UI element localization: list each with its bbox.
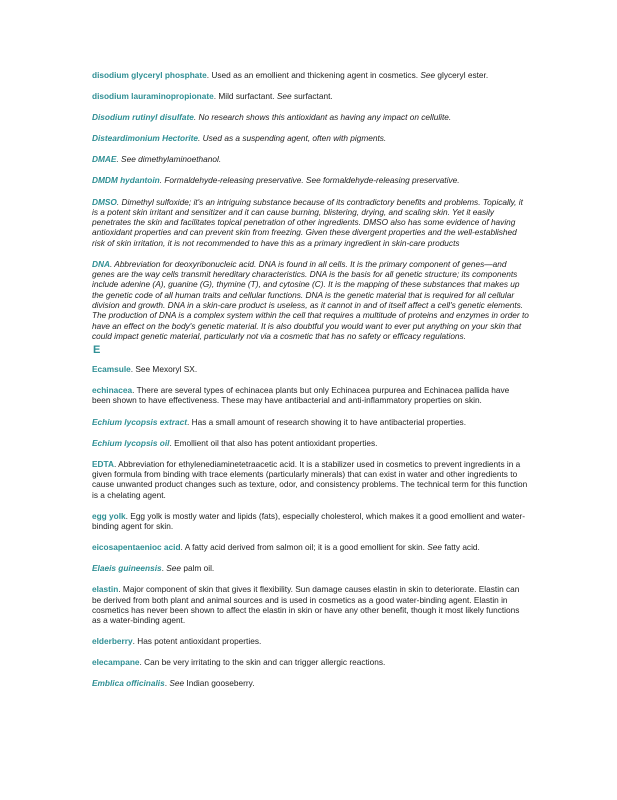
entry-dmso [92, 197, 530, 248]
entry-term: DMDM hydantoin [92, 175, 160, 186]
entry-text: . Major component of skin that gives it flexibility. Sun damage causes elastin in skin to deteriorate. Elastin can be derived from both plant and animal sources and is used in cosmetics as a good water-binding agent. Elastin in cosmetics has never been shown to affect the elastin in skin or have any other benefit, though it most likely functions as a water-binding agent. [92, 584, 520, 626]
entry-text: . See Mexoryl SX. [130, 364, 198, 375]
entry-disodium-rutinyl-disulfate [92, 112, 530, 122]
entry-echinacea [92, 385, 530, 406]
glossary-entries [92, 70, 530, 700]
section-letter: E [93, 344, 101, 357]
entry-dna [92, 259, 530, 341]
entry-term: egg yolk [92, 510, 126, 521]
entry-text: . Has a small amount of research showing it to have antibacterial properties. [187, 416, 467, 427]
entry-text: . Can be very irritating to the skin and can trigger allergic reactions. [139, 657, 386, 668]
entry-text: . Abbreviation for deoxyribonucleic acid. DNA is found in all cells. It is the primary component of genes—and genes are the way cells transmit hereditary characteristics. DNA is the basis for all genetic structure; its components include adenine (A), guanine (G), thymine (T), and cytosine (C). It is the mapping of these substances that makes up the genetic code of all human traits and cellular functions. DNA is the genetic material that is required for all cellular division and growth. DNA in a skin-care product is useless, as it cannot in and of itself affect a cell's genetic elements. The production of DNA is a complex system within the cell that requires a multitude of proteins and enzymes in order to have an effect on the body's genetic material. It is also doubtful you would want to ever put anything on your skin that could impact genetic material, particularly not via a cosmetic that has no safety or efficacy regulations. [92, 258, 529, 341]
entry-dmdm-hydantoin [92, 175, 530, 185]
entry-term: Elaeis guineensis [92, 563, 162, 574]
entry-term: EDTA [92, 458, 114, 469]
entry-term: Ecamsule [92, 364, 131, 375]
see-label: See [420, 70, 436, 80]
see-label: See [276, 91, 292, 102]
entry-term: elecampane [92, 657, 140, 668]
entry-emblica-officinalis [92, 678, 530, 688]
entry-term: elderberry [92, 636, 133, 647]
entry-term: DMAE [92, 154, 117, 165]
entry-disodium-glyceryl-phosphate [92, 70, 530, 80]
entry-elastin [92, 584, 530, 625]
entry-elecampane [92, 657, 530, 667]
entry-term: eicosapentaenioc acid [92, 542, 181, 553]
entry-ref: surfactant. [291, 91, 333, 102]
entry-disodium-lauraminopropionate [92, 91, 530, 101]
entry-edta [92, 459, 530, 500]
entry-term: Disodium rutinyl disulfate [92, 112, 194, 123]
entry-text: . Has potent antioxidant properties. [132, 636, 262, 647]
entry-echium-lycopsis-oil [92, 438, 530, 448]
entry-term: Echium lycopsis extract [92, 416, 187, 427]
entry-ref: palm oil. [181, 563, 215, 574]
entry-term: elastin [92, 584, 119, 595]
entry-text: . No research shows this antioxidant as having any impact on cellulite. [193, 112, 452, 123]
entry-echium-lycopsis-extract [92, 417, 530, 427]
entry-text: . Dimethyl sulfoxide; it's an intriguing substance because of its contradictory benefits and problems. Topically, it is a potent skin irritant and sensitizer and it can cause burning, blistering, drying, and scaling skin. Yet it easily penetrates the skin and facilitates topical penetration of other ingredients. DMSO also has some evidence of having antioxidant properties and can prevent skin from freezing. Given these divergent properties and the well-established risk of skin irritation, it is not recommended to have this as a primary ingredient in skin-care products [92, 196, 523, 248]
entry-text: . [164, 678, 170, 689]
entry-elaeis-guineensis [92, 563, 530, 573]
entry-text: . Used as a suspending agent, often with pigments. [198, 133, 387, 144]
entry-term: disodium glyceryl phosphate [92, 70, 207, 80]
entry-text: . Formaldehyde-releasing preservative. See formaldehyde-releasing preservative. [159, 175, 460, 186]
see-label: See [427, 542, 443, 553]
entry-disteardimonium-hectorite [92, 133, 530, 143]
entry-text: . Egg yolk is mostly water and lipids (fats), especially cholesterol, which makes it a good emollient and water-binding agent for skin. [92, 510, 526, 531]
entry-text: . Mild surfactant. [213, 91, 277, 102]
entry-ecamsule [92, 364, 530, 374]
entry-text: . Abbreviation for ethylenediaminetetraacetic acid. It is a stabilizer used in cosmetics to prevent ingredients in a given formula from binding with trace elements (particularly minerals) that can exist in water and other ingredients to cause unwanted product changes such as texture, odor, and consistency problems. The technical term for this function is a chelating agent. [92, 458, 528, 500]
entry-elderberry [92, 636, 530, 646]
entry-text: . See dimethylaminoethanol. [116, 154, 222, 165]
entry-ref: fatty acid. [442, 542, 480, 553]
entry-term: echinacea [92, 385, 133, 396]
entry-text: . [161, 563, 167, 574]
entry-term: Emblica officinalis [92, 678, 165, 689]
entry-dmae [92, 154, 530, 164]
entry-term: Echium lycopsis oil [92, 437, 170, 448]
see-label: See [169, 678, 185, 689]
entry-term: disodium lauraminopropionate [92, 91, 214, 102]
entry-term: DMSO [92, 196, 117, 207]
entry-text: . Emollient oil that also has potent antioxidant properties. [169, 437, 378, 448]
entry-text: . Used as an emollient and thickening agent in cosmetics. [206, 70, 421, 80]
entry-text: . A fatty acid derived from salmon oil; it is a good emollient for skin. [180, 542, 428, 553]
entry-ref: glyceryl ester. [435, 70, 489, 80]
entry-term: Disteardimonium Hectorite [92, 133, 199, 144]
see-label: See [166, 563, 182, 574]
entry-term: DNA [92, 258, 110, 269]
entry-text: . There are several types of echinacea plants but only Echinacea purpurea and Echinacea pallida have been shown to have effectiveness. These may have antibacterial and anti-inflammatory properties on skin. [92, 385, 510, 406]
entry-egg-yolk [92, 511, 530, 532]
entry-ref: Indian gooseberry. [184, 678, 255, 689]
entry-eicosapentaenioc-acid [92, 542, 530, 552]
